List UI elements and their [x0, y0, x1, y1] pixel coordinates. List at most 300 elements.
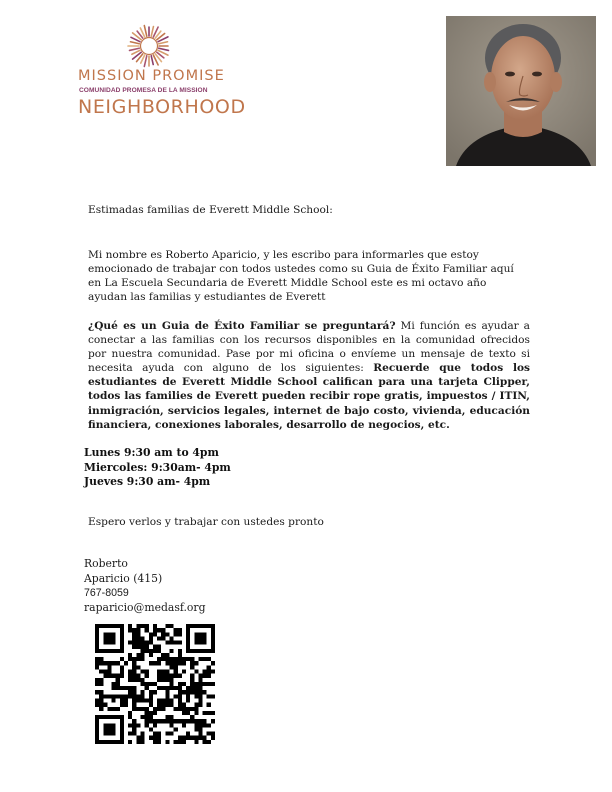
qr-module [128, 686, 132, 690]
qr-module [169, 636, 173, 640]
qr-module [124, 661, 128, 665]
qr-module [198, 727, 202, 731]
qr-module [182, 661, 186, 665]
qr-module [124, 686, 128, 690]
qr-module [145, 715, 149, 719]
qr-module [95, 665, 99, 669]
qr-module [128, 723, 132, 727]
qr-module [207, 682, 211, 686]
qr-module [95, 657, 99, 661]
qr-module [145, 723, 149, 727]
qr-module [157, 636, 161, 640]
qr-module [95, 682, 99, 686]
qr-module [116, 661, 120, 665]
qr-module [149, 727, 153, 731]
qr-module [157, 719, 161, 723]
qr-module [149, 661, 153, 665]
qr-module [161, 703, 165, 707]
qr-module [141, 707, 145, 711]
qr-module [107, 661, 111, 665]
signature-block [84, 557, 206, 615]
qr-module [153, 740, 157, 744]
qr-module [157, 707, 161, 711]
qr-module [99, 707, 103, 711]
qr-module [182, 736, 186, 740]
qr-module [132, 661, 136, 665]
qr-module [124, 698, 128, 702]
qr-module [145, 641, 149, 645]
qr-module [182, 703, 186, 707]
qr-module [186, 736, 190, 740]
qr-module [169, 698, 173, 702]
qr-module [116, 682, 120, 686]
office-hours [84, 446, 231, 490]
qr-module [99, 698, 103, 702]
qr-module [145, 649, 149, 653]
qr-module [103, 703, 107, 707]
qr-module [198, 674, 202, 678]
qr-module [149, 653, 153, 657]
qr-module [141, 624, 145, 628]
qr-module [161, 628, 165, 632]
qr-module [190, 707, 194, 711]
qr-module [107, 694, 111, 698]
qr-module [141, 682, 145, 686]
qr-module [99, 690, 103, 694]
qr-module [198, 694, 202, 698]
qr-module [178, 649, 182, 653]
logo-subtitle: COMUNIDAD PROMESA DE LA MISSION [79, 87, 208, 94]
qr-module [194, 711, 198, 715]
qr-module [169, 674, 173, 678]
qr-module [141, 653, 145, 657]
qr-module [132, 665, 136, 669]
qr-module [182, 682, 186, 686]
qr-module [211, 694, 215, 698]
qr-module [124, 703, 128, 707]
qr-module [169, 665, 173, 669]
sun-ray [151, 56, 153, 65]
qr-module [211, 661, 215, 665]
role-paragraph [88, 319, 530, 432]
qr-module [132, 698, 136, 702]
qr-module [153, 719, 157, 723]
qr-module [211, 670, 215, 674]
qr-module [132, 723, 136, 727]
qr-module [190, 715, 194, 719]
qr-module [165, 703, 169, 707]
qr-module [132, 686, 136, 690]
qr-module [149, 632, 153, 636]
qr-module [145, 682, 149, 686]
qr-module [207, 665, 211, 669]
qr-module [124, 694, 128, 698]
qr-module [157, 657, 161, 661]
qr-module [186, 698, 190, 702]
qr-module [112, 686, 116, 690]
qr-module [194, 719, 198, 723]
qr-module [128, 740, 132, 744]
qr-module [207, 703, 211, 707]
qr-module [194, 703, 198, 707]
qr-module [116, 674, 120, 678]
qr-module [128, 715, 132, 719]
portrait-photo [446, 16, 596, 166]
qr-module [112, 682, 116, 686]
qr-module [174, 657, 178, 661]
qr-module [149, 694, 153, 698]
qr-module [174, 674, 178, 678]
qr-module [120, 694, 124, 698]
logo-title: MISSION PROMISE [78, 68, 225, 84]
qr-module [136, 624, 140, 628]
qr-module [203, 740, 207, 744]
qr-module [153, 707, 157, 711]
qr-module [141, 690, 145, 694]
qr-module [99, 657, 103, 661]
qr-module [194, 682, 198, 686]
qr-module [186, 690, 190, 694]
qr-module [182, 711, 186, 715]
qr-module [174, 661, 178, 665]
qr-module [161, 632, 165, 636]
qr-module [182, 719, 186, 723]
qr-module [190, 719, 194, 723]
qr-module [207, 694, 211, 698]
qr-module [145, 674, 149, 678]
qr-module [178, 740, 182, 744]
qr-module [203, 736, 207, 740]
qr-module [161, 678, 165, 682]
qr-module [157, 678, 161, 682]
qr-module [136, 665, 140, 669]
qr-module [141, 736, 145, 740]
qr-module [178, 736, 182, 740]
qr-module [132, 707, 136, 711]
qr-module [178, 628, 182, 632]
qr-module [136, 723, 140, 727]
qr-module [153, 682, 157, 686]
qr-module [203, 719, 207, 723]
qr-module [198, 736, 202, 740]
qr-module [95, 698, 99, 702]
qr-module [141, 636, 145, 640]
qr-module [120, 686, 124, 690]
qr-module [178, 694, 182, 698]
qr-module [132, 694, 136, 698]
qr-module [149, 682, 153, 686]
portrait-image [446, 16, 596, 166]
sun-ray [144, 26, 146, 37]
qr-module [95, 661, 99, 665]
qr-module [141, 698, 145, 702]
qr-module [207, 732, 211, 736]
qr-module [149, 719, 153, 723]
sun-ray [159, 42, 168, 44]
qr-module [169, 641, 173, 645]
qr-module [153, 661, 157, 665]
sun-ray [130, 48, 140, 50]
qr-module [161, 719, 165, 723]
qr-module [132, 657, 136, 661]
qr-module [174, 641, 178, 645]
qr-module [165, 690, 169, 694]
qr-module [174, 628, 178, 632]
qr-module [165, 694, 169, 698]
qr-module [128, 624, 132, 628]
qr-module [149, 698, 153, 702]
qr-module [132, 632, 136, 636]
qr-module [207, 674, 211, 678]
qr-module [103, 670, 107, 674]
qr-module [161, 653, 165, 657]
qr-module [141, 670, 145, 674]
qr-module [157, 661, 161, 665]
qr-module [157, 736, 161, 740]
qr-module [145, 686, 149, 690]
qr-module [107, 665, 111, 669]
qr-module [211, 736, 215, 740]
qr-module [207, 711, 211, 715]
qr-module [136, 698, 140, 702]
qr-module [95, 703, 99, 707]
qr-module [103, 674, 107, 678]
qr-module [169, 657, 173, 661]
qr-module [165, 624, 169, 628]
qr-module [169, 661, 173, 665]
qr-module [132, 690, 136, 694]
qr-module [128, 641, 132, 645]
qr-module [103, 661, 107, 665]
qr-module [186, 657, 190, 661]
qr-module [141, 678, 145, 682]
qr-module [174, 719, 178, 723]
qr-module [169, 686, 173, 690]
qr-code-image [95, 624, 215, 744]
qr-finder-pattern [194, 632, 206, 644]
qr-module [136, 678, 140, 682]
qr-module [132, 703, 136, 707]
qr-module [145, 670, 149, 674]
qr-module [145, 711, 149, 715]
qr-module [136, 641, 140, 645]
qr-module [211, 719, 215, 723]
qr-module [132, 670, 136, 674]
qr-module [190, 686, 194, 690]
qr-module [174, 632, 178, 636]
qr-module [169, 682, 173, 686]
qr-module [182, 740, 186, 744]
qr-module [120, 703, 124, 707]
qr-module [174, 665, 178, 669]
qr-module [169, 649, 173, 653]
qr-module [203, 711, 207, 715]
qr-module [182, 657, 186, 661]
qr-module [141, 645, 145, 649]
qr-module [120, 670, 124, 674]
qr-module [211, 711, 215, 715]
qr-module [136, 632, 140, 636]
qr-module [112, 698, 116, 702]
qr-module [165, 641, 169, 645]
qr-module [174, 694, 178, 698]
qr-module [157, 649, 161, 653]
sun-burst-icon [127, 24, 171, 68]
qr-module [145, 719, 149, 723]
qr-module [107, 674, 111, 678]
qr-module [178, 641, 182, 645]
signature-last-name-phone: Aparicio (415) [84, 571, 163, 585]
qr-module [203, 657, 207, 661]
qr-module [165, 715, 169, 719]
qr-module [120, 657, 124, 661]
qr-module [194, 707, 198, 711]
qr-module [194, 727, 198, 731]
qr-module [153, 690, 157, 694]
qr-module [132, 641, 136, 645]
qr-module [174, 707, 178, 711]
qr-module [128, 694, 132, 698]
qr-module [145, 645, 149, 649]
qr-module [178, 674, 182, 678]
qr-module [194, 740, 198, 744]
qr-module [190, 690, 194, 694]
qr-module [149, 690, 153, 694]
role-description: Mi función es ayudar a conectar a las familias con los recursos disponibles en la comunidad ofrecidos por nuestra comunidad. Pase por mi oficina o envíeme un mensaje de texto si necesita ayuda con alguno de los siguientes: [88, 320, 531, 375]
qr-module [157, 703, 161, 707]
qr-module [120, 665, 124, 669]
qr-module [128, 657, 132, 661]
hours-monday: Lunes 9:30 am to 4pm [84, 446, 219, 459]
qr-module [99, 703, 103, 707]
intro-paragraph: Mi nombre es Roberto Aparicio, y les escribo para informarles que estoy emocionado de trabajar con todos ustedes como su Guia de Éxito Familiar aquí en La Escuela Secundaria de Everett Middle School este es mi octavo año ayudan las familias y estudiantes de Everett [88, 249, 514, 304]
qr-module [153, 736, 157, 740]
qr-module [207, 740, 211, 744]
qr-module [141, 694, 145, 698]
qr-module [141, 641, 145, 645]
qr-module [132, 678, 136, 682]
qr-code [95, 624, 215, 744]
qr-module [107, 670, 111, 674]
qr-module [128, 732, 132, 736]
qr-module [165, 686, 169, 690]
qr-module [120, 698, 124, 702]
qr-finder-pattern [103, 632, 115, 644]
qr-module [145, 628, 149, 632]
qr-module [141, 740, 145, 744]
qr-module [198, 686, 202, 690]
qr-module [157, 698, 161, 702]
qr-module [112, 707, 116, 711]
qr-module [178, 657, 182, 661]
qr-module [165, 653, 169, 657]
qr-module [128, 678, 132, 682]
qr-module [198, 719, 202, 723]
qr-module [153, 732, 157, 736]
qr-module [99, 661, 103, 665]
qr-module [145, 707, 149, 711]
qr-module [186, 707, 190, 711]
hours-wednesday: Miercoles: 9:30am- 4pm [84, 460, 231, 474]
qr-module [157, 732, 161, 736]
qr-module [161, 670, 165, 674]
qr-module [182, 670, 186, 674]
qr-module [136, 674, 140, 678]
qr-module [141, 732, 145, 736]
qr-module [153, 711, 157, 715]
signature-phone: 767-8059 [84, 587, 129, 599]
qr-module [112, 661, 116, 665]
qr-module [112, 694, 116, 698]
qr-module [186, 711, 190, 715]
qr-module [190, 682, 194, 686]
qr-module [153, 632, 157, 636]
qr-module [169, 723, 173, 727]
qr-module [198, 732, 202, 736]
qr-module [120, 674, 124, 678]
qr-module [182, 723, 186, 727]
qr-module [169, 624, 173, 628]
qr-module [190, 661, 194, 665]
qr-module [107, 707, 111, 711]
qr-module [132, 727, 136, 731]
qr-module [186, 719, 190, 723]
qr-module [149, 711, 153, 715]
qr-module [165, 719, 169, 723]
qr-module [194, 694, 198, 698]
qr-module [136, 707, 140, 711]
qr-module [157, 674, 161, 678]
qr-module [169, 678, 173, 682]
qr-module [145, 624, 149, 628]
qr-module [203, 674, 207, 678]
services-list: Recuerde que todos los estudiantes de Everett Middle School califican para una tarjeta Clipper, todos las families de Everett pueden recibir rope gratis, impuestos / ITIN, inmigración, servicios legales, internet de bajo costo, vivienda, educación financiera, conexiones laborales, desarrollo de negocios, etc. [88, 362, 531, 431]
qr-module [198, 698, 202, 702]
qr-module [141, 715, 145, 719]
qr-module [136, 740, 140, 744]
role-question: ¿Qué es un Guia de Éxito Familiar se preguntará? [88, 320, 396, 332]
qr-module [128, 674, 132, 678]
qr-module [178, 690, 182, 694]
qr-module [157, 686, 161, 690]
qr-module [128, 653, 132, 657]
qr-module [128, 690, 132, 694]
sun-ray [130, 42, 139, 44]
qr-module [132, 732, 136, 736]
qr-module [149, 703, 153, 707]
signature-email[interactable]: raparicio@medasf.org [84, 600, 206, 614]
qr-module [178, 703, 182, 707]
qr-module [149, 636, 153, 640]
qr-module [174, 670, 178, 674]
qr-module [194, 661, 198, 665]
qr-module [153, 645, 157, 649]
qr-module [128, 670, 132, 674]
qr-module [165, 661, 169, 665]
qr-module [136, 694, 140, 698]
qr-module [194, 690, 198, 694]
sun-ray [144, 56, 146, 67]
qr-module [149, 736, 153, 740]
qr-module [161, 636, 165, 640]
qr-module [194, 736, 198, 740]
qr-module [128, 628, 132, 632]
qr-module [203, 690, 207, 694]
qr-module [149, 715, 153, 719]
qr-module [169, 703, 173, 707]
qr-module [174, 727, 178, 731]
qr-module [153, 624, 157, 628]
